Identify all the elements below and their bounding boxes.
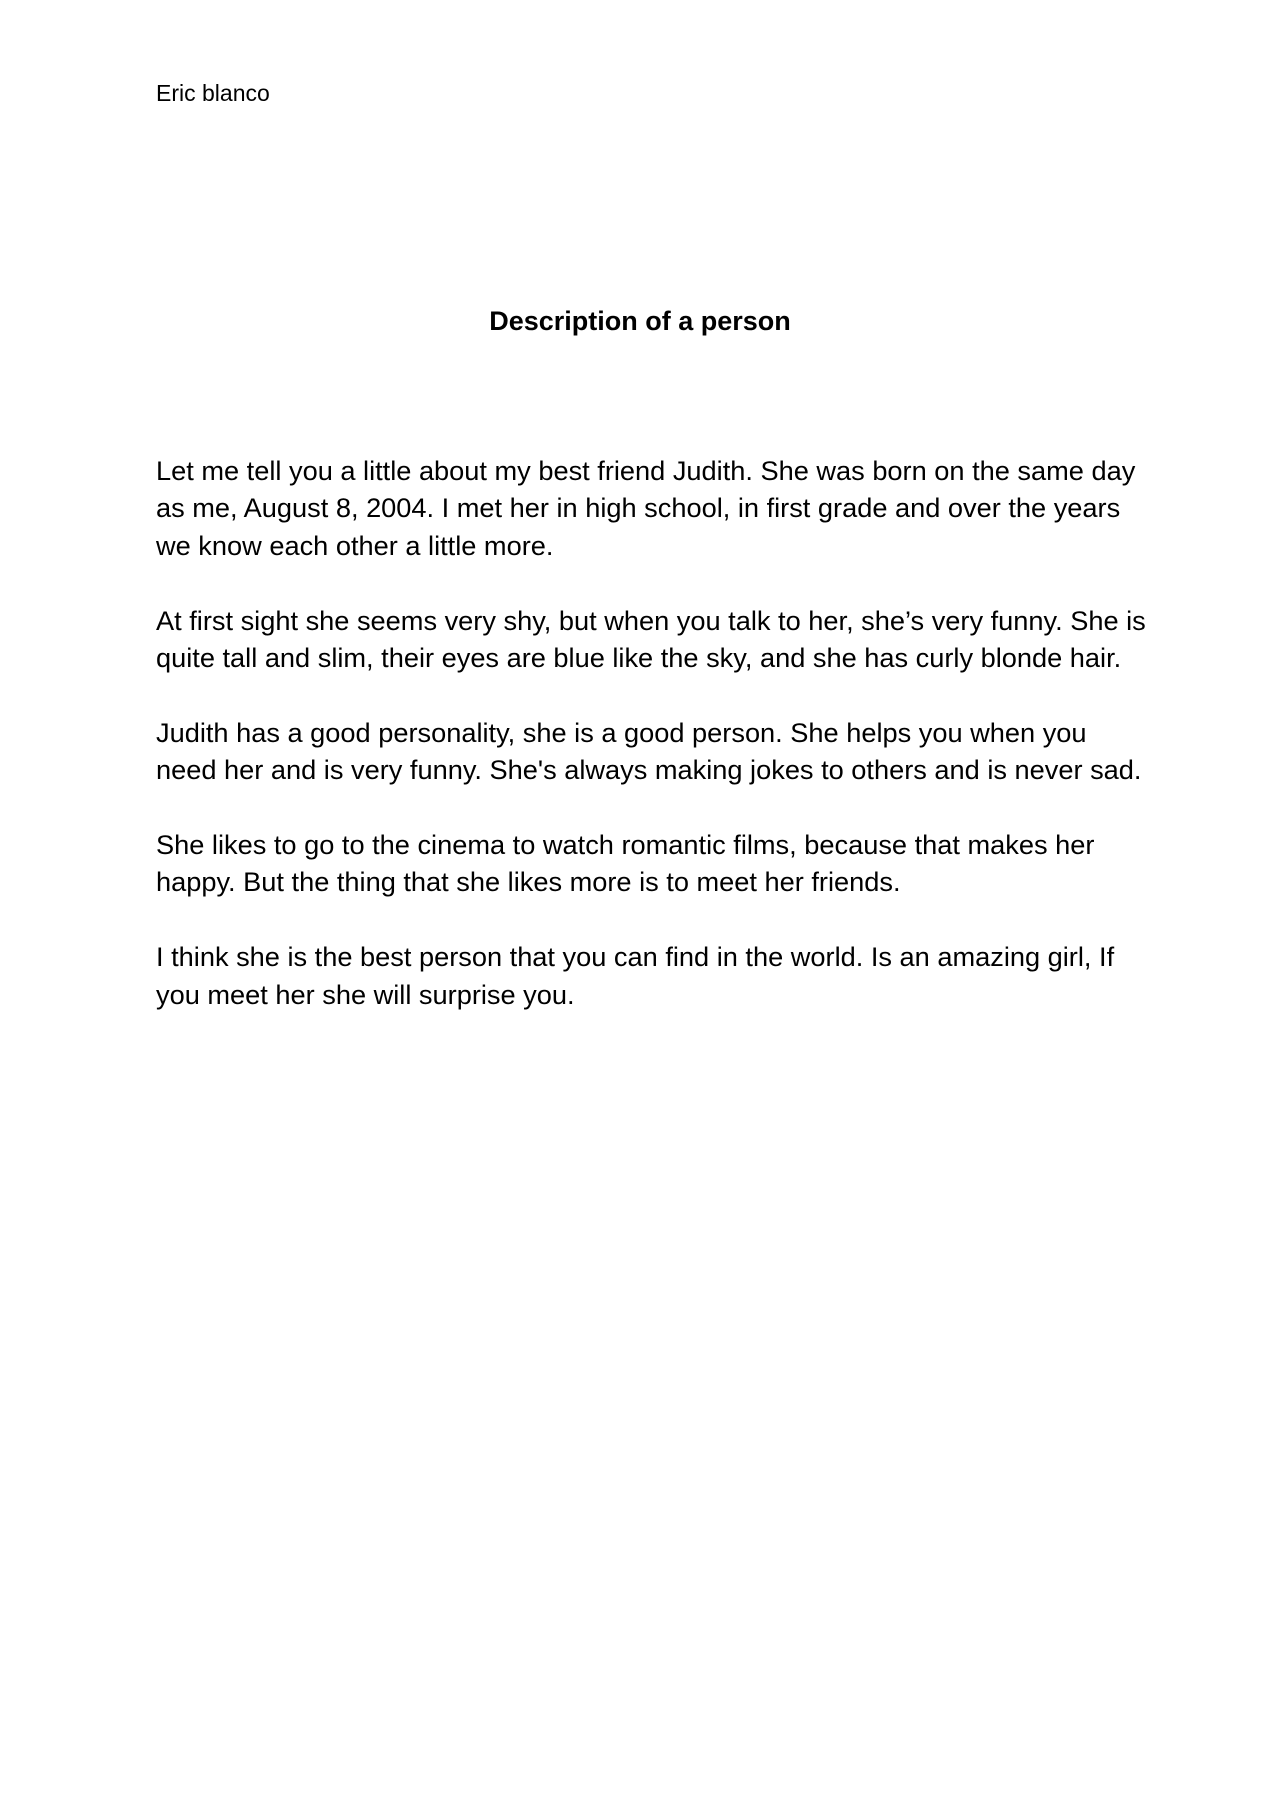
- document-body: [156, 452, 1146, 1050]
- body-paragraph: Let me tell you a little about my best friend Judith. She was born on the same day as me, August 8, 2004. I met her in high school, in first grade and over the years we know each other a little more.: [156, 455, 1136, 561]
- document-title: Description of a person: [489, 306, 791, 336]
- body-paragraph: Judith has a good personality, she is a good person. She helps you when you need her and is very funny. She's always making jokes to others and is never sad.: [156, 716, 1142, 786]
- body-paragraph: At first sight she seems very shy, but when you talk to her, she’s very funny. She is quite tall and slim, their eyes are blue like the sky, and she has curly blonde hair.: [156, 604, 1146, 674]
- body-paragraph: She likes to go to the cinema to watch romantic films, because that makes her happy. But the thing that she likes more is to meet her friends.: [156, 829, 1095, 898]
- body-paragraph: I think she is the best person that you can find in the world. Is an amazing girl, If you meet her she will surprise you.: [156, 941, 1115, 1010]
- author-name: Eric blanco: [156, 80, 270, 106]
